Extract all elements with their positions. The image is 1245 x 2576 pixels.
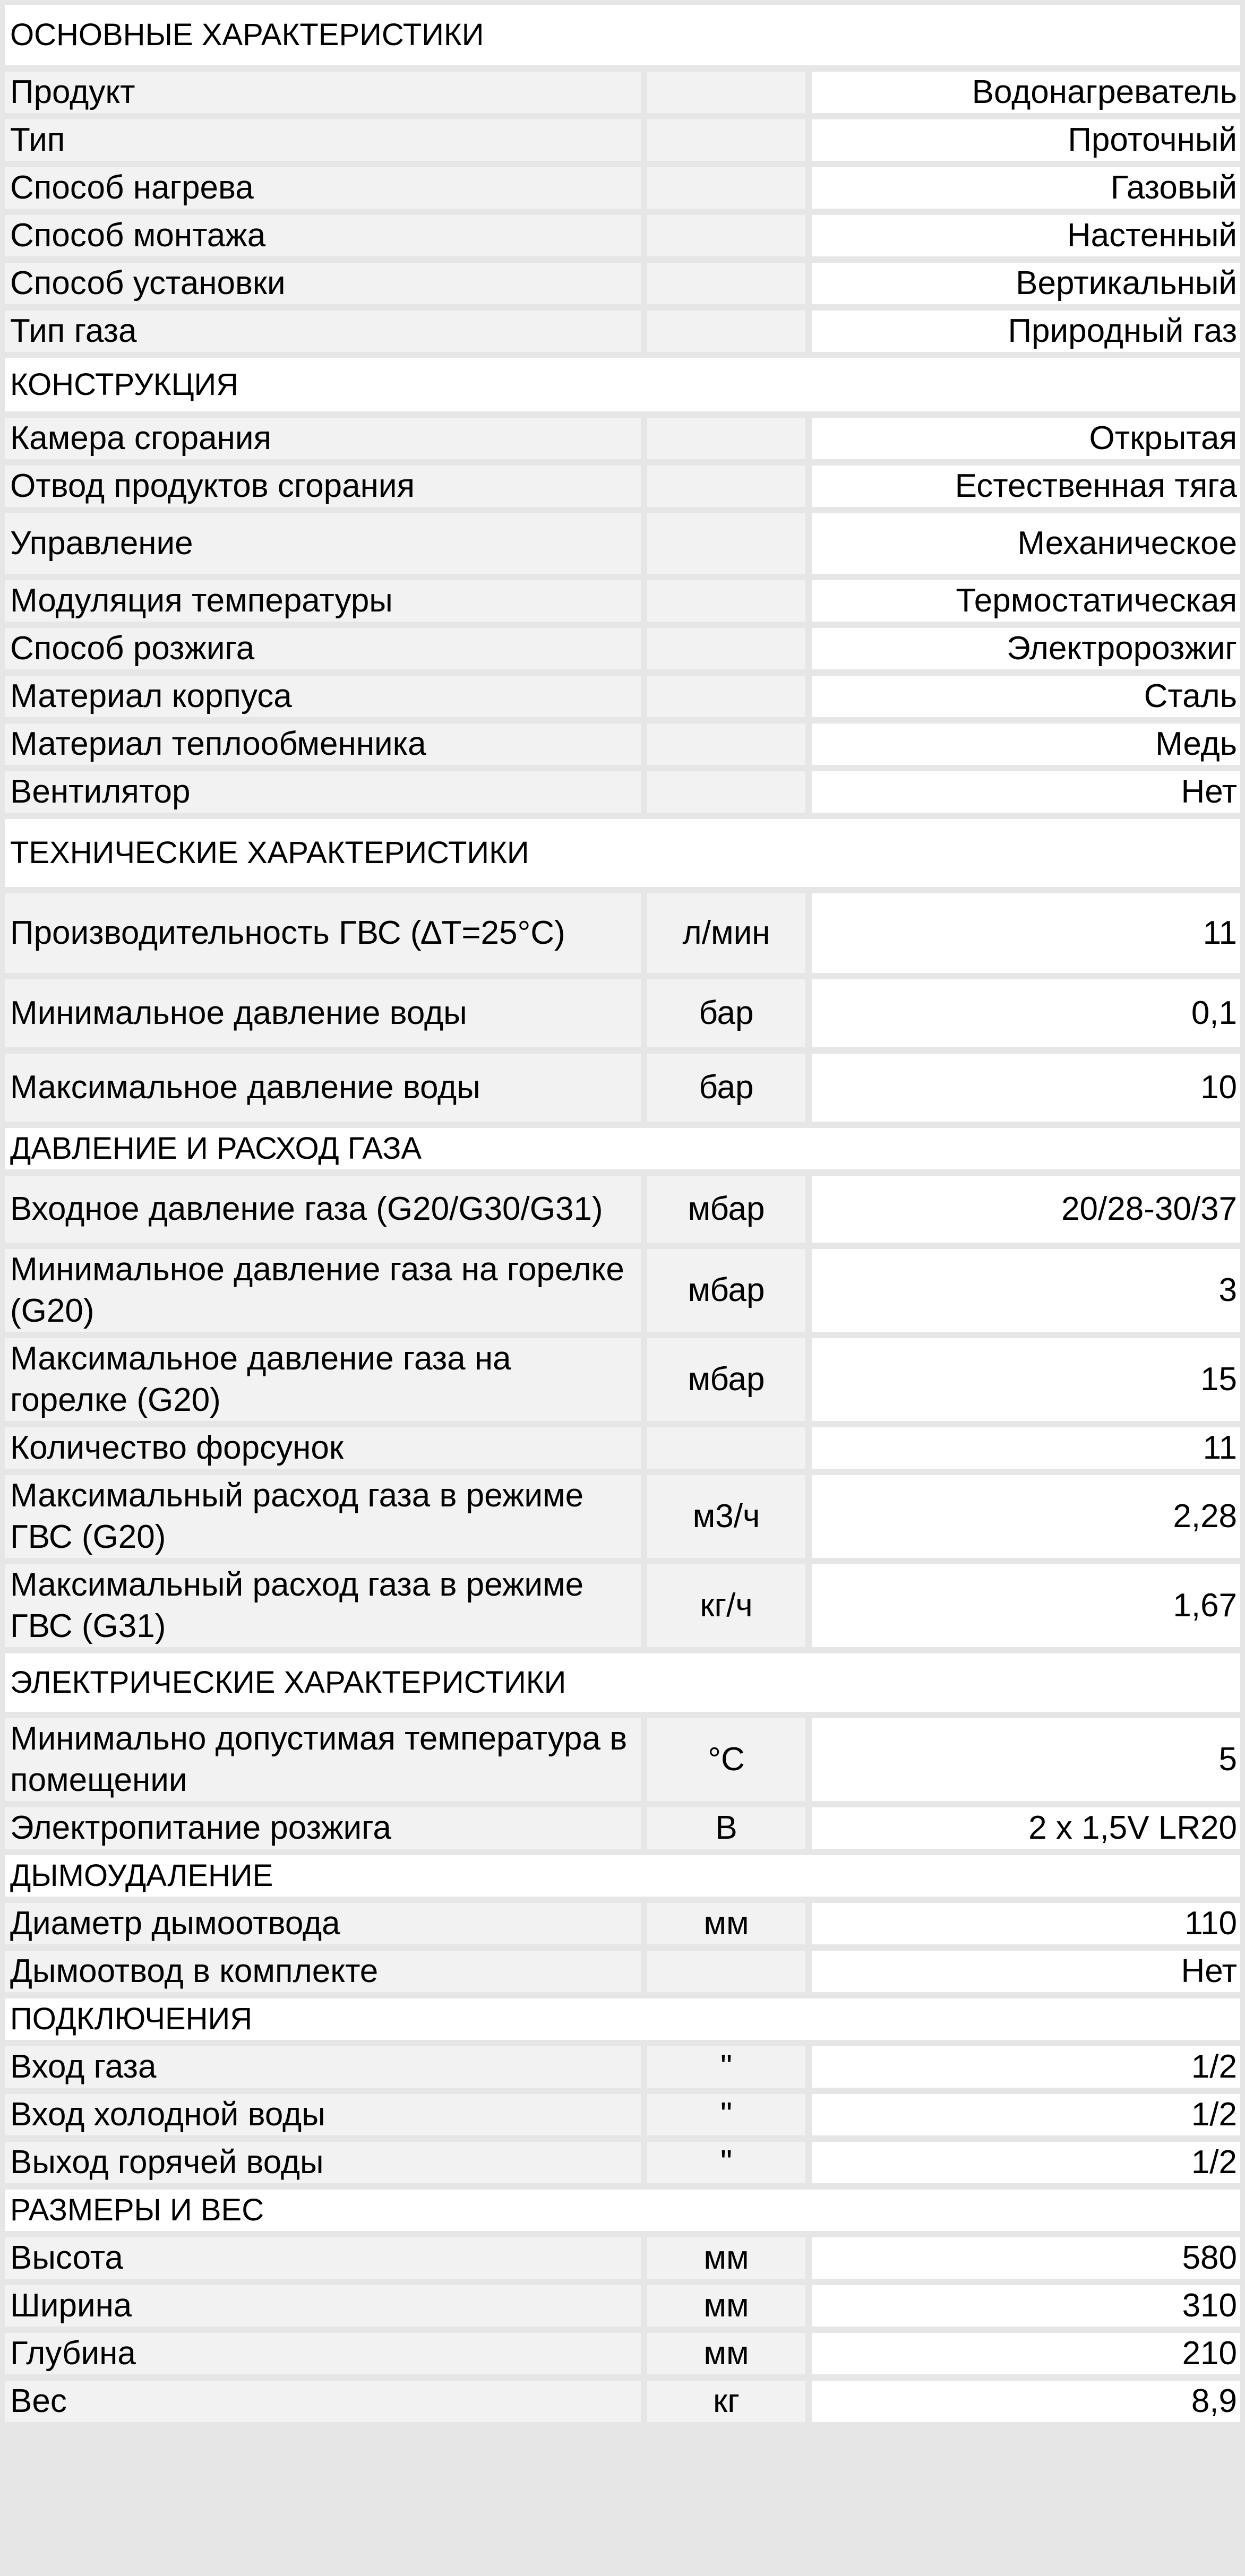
spec-row [5, 1807, 1240, 1855]
spec-row [5, 263, 1240, 311]
spec-row [5, 1903, 1240, 1951]
spec-name-cell: Выход горячей воды [5, 2142, 647, 2190]
spec-value-cell: Медь [812, 723, 1240, 771]
section-header [5, 1998, 1240, 2046]
spec-value-cell: 0,1 [812, 979, 1240, 1054]
spec-row [5, 2094, 1240, 2142]
spec-row [5, 215, 1240, 263]
spec-row [5, 1718, 1240, 1807]
section-title: КОНСТРУКЦИЯ [5, 358, 1240, 418]
spec-unit-cell: °C [647, 1718, 812, 1807]
spec-name-cell: Максимальное давление газа на горелке (G20) [5, 1338, 647, 1427]
spec-unit-cell: " [647, 2142, 812, 2190]
spec-name-cell: Тип [5, 119, 647, 167]
spec-unit-cell [647, 513, 812, 580]
spec-unit-cell: мбар [647, 1338, 812, 1427]
spec-name-cell: Количество форсунок [5, 1427, 647, 1475]
spec-value-cell: 2 x 1,5V LR20 [812, 1807, 1240, 1855]
spec-value-cell: 1/2 [812, 2142, 1240, 2190]
section-title: РАЗМЕРЫ И ВЕС [5, 2190, 1240, 2237]
spec-name-cell: Модуляция температуры [5, 580, 647, 628]
spec-name-cell: Управление [5, 513, 647, 580]
spec-value-cell: 210 [812, 2333, 1240, 2381]
spec-name-cell: Материал теплообменника [5, 723, 647, 771]
spec-row [5, 167, 1240, 215]
spec-row [5, 466, 1240, 513]
spec-unit-cell [647, 628, 812, 676]
spec-row [5, 1475, 1240, 1564]
spec-name-cell: Максимальный расход газа в режиме ГВС (G20) [5, 1475, 647, 1564]
section-header [5, 2190, 1240, 2237]
section-title: ПОДКЛЮЧЕНИЯ [5, 1998, 1240, 2046]
spec-unit-cell [647, 418, 812, 466]
spec-row [5, 1249, 1240, 1338]
spec-row [5, 676, 1240, 723]
spec-name-cell: Глубина [5, 2333, 647, 2381]
section-header [5, 819, 1240, 893]
spec-unit-cell [647, 215, 812, 263]
spec-row [5, 580, 1240, 628]
spec-value-cell: Механическое [812, 513, 1240, 580]
spec-name-cell: Вход холодной воды [5, 2094, 647, 2142]
spec-value-cell: Природный газ [812, 311, 1240, 358]
spec-name-cell: Способ установки [5, 263, 647, 311]
section-header [5, 1653, 1240, 1718]
spec-unit-cell: мбар [647, 1176, 812, 1249]
section-header [5, 1128, 1240, 1176]
spec-unit-cell [647, 771, 812, 819]
spec-unit-cell: бар [647, 979, 812, 1054]
spec-row [5, 771, 1240, 819]
spec-value-cell: Нет [812, 1951, 1240, 1998]
spec-value-cell: 10 [812, 1054, 1240, 1128]
spec-row [5, 1176, 1240, 1249]
spec-unit-cell [647, 167, 812, 215]
spec-value-cell: 580 [812, 2237, 1240, 2285]
spec-name-cell: Материал корпуса [5, 676, 647, 723]
spec-unit-cell: мм [647, 2237, 812, 2285]
spec-unit-cell: мбар [647, 1249, 812, 1338]
spec-name-cell: Вентилятор [5, 771, 647, 819]
spec-name-cell: Вход газа [5, 2046, 647, 2094]
spec-row [5, 628, 1240, 676]
spec-unit-cell [647, 1427, 812, 1475]
spec-value-cell: Открытая [812, 418, 1240, 466]
spec-name-cell: Входное давление газа (G20/G30/G31) [5, 1176, 647, 1249]
section-title: ЭЛЕКТРИЧЕСКИЕ ХАРАКТЕРИСТИКИ [5, 1653, 1240, 1718]
spec-unit-cell: мм [647, 2285, 812, 2333]
spec-name-cell: Дымоотвод в комплекте [5, 1951, 647, 1998]
spec-table-body [5, 5, 1240, 2428]
spec-row [5, 979, 1240, 1054]
spec-value-cell: 310 [812, 2285, 1240, 2333]
spec-unit-cell [647, 580, 812, 628]
section-title: ДЫМОУДАЛЕНИЕ [5, 1855, 1240, 1903]
spec-value-cell: Сталь [812, 676, 1240, 723]
spec-name-cell: Диаметр дымоотвода [5, 1903, 647, 1951]
spec-name-cell: Максимальный расход газа в режиме ГВС (G31) [5, 1564, 647, 1653]
spec-value-cell: 1,67 [812, 1564, 1240, 1653]
spec-unit-cell: мм [647, 2333, 812, 2381]
spec-unit-cell: В [647, 1807, 812, 1855]
section-header [5, 5, 1240, 72]
spec-value-cell: Проточный [812, 119, 1240, 167]
spec-value-cell: 8,9 [812, 2381, 1240, 2428]
spec-name-cell: Отвод продуктов сгорания [5, 466, 647, 513]
spec-name-cell: Продукт [5, 72, 647, 119]
spec-unit-cell [647, 119, 812, 167]
spec-unit-cell: кг/ч [647, 1564, 812, 1653]
spec-unit-cell: мм [647, 1903, 812, 1951]
spec-value-cell: 20/28-30/37 [812, 1176, 1240, 1249]
spec-value-cell: 11 [812, 893, 1240, 979]
spec-name-cell: Минимально допустимая температура в помещении [5, 1718, 647, 1807]
spec-row [5, 723, 1240, 771]
spec-name-cell: Способ нагрева [5, 167, 647, 215]
spec-value-cell: 2,28 [812, 1475, 1240, 1564]
spec-unit-cell: " [647, 2094, 812, 2142]
spec-row [5, 513, 1240, 580]
spec-unit-cell [647, 676, 812, 723]
spec-value-cell: Термостатическая [812, 580, 1240, 628]
spec-name-cell: Вес [5, 2381, 647, 2428]
spec-unit-cell: кг [647, 2381, 812, 2428]
spec-row [5, 2046, 1240, 2094]
spec-row [5, 2381, 1240, 2428]
spec-value-cell: Нет [812, 771, 1240, 819]
spec-unit-cell [647, 311, 812, 358]
spec-name-cell: Ширина [5, 2285, 647, 2333]
spec-row [5, 72, 1240, 119]
spec-value-cell: 1/2 [812, 2046, 1240, 2094]
section-header [5, 358, 1240, 418]
section-title: ОСНОВНЫЕ ХАРАКТЕРИСТИКИ [5, 5, 1240, 72]
section-title: ТЕХНИЧЕСКИЕ ХАРАКТЕРИСТИКИ [5, 819, 1240, 893]
spec-value-cell: 5 [812, 1718, 1240, 1807]
spec-name-cell: Минимальное давление воды [5, 979, 647, 1054]
spec-unit-cell: л/мин [647, 893, 812, 979]
spec-row [5, 2237, 1240, 2285]
section-header [5, 1855, 1240, 1903]
spec-row [5, 2285, 1240, 2333]
spec-unit-cell [647, 72, 812, 119]
spec-value-cell: Естественная тяга [812, 466, 1240, 513]
spec-row [5, 1951, 1240, 1998]
spec-name-cell: Тип газа [5, 311, 647, 358]
spec-value-cell: 1/2 [812, 2094, 1240, 2142]
spec-value-cell: 110 [812, 1903, 1240, 1951]
spec-row [5, 311, 1240, 358]
spec-unit-cell [647, 1951, 812, 1998]
spec-name-cell: Способ розжига [5, 628, 647, 676]
spec-value-cell: 3 [812, 1249, 1240, 1338]
spec-unit-cell: бар [647, 1054, 812, 1128]
spec-unit-cell: м3/ч [647, 1475, 812, 1564]
spec-value-cell: 15 [812, 1338, 1240, 1427]
spec-row [5, 893, 1240, 979]
spec-name-cell: Производительность ГВС (∆T=25°C) [5, 893, 647, 979]
spec-row [5, 1564, 1240, 1653]
spec-name-cell: Электропитание розжига [5, 1807, 647, 1855]
spec-name-cell: Минимальное давление газа на горелке (G20) [5, 1249, 647, 1338]
spec-unit-cell: " [647, 2046, 812, 2094]
spec-row [5, 1427, 1240, 1475]
spec-value-cell: Настенный [812, 215, 1240, 263]
spec-row [5, 1054, 1240, 1128]
spec-name-cell: Высота [5, 2237, 647, 2285]
spec-row [5, 2142, 1240, 2190]
spec-unit-cell [647, 466, 812, 513]
spec-row [5, 418, 1240, 466]
spec-value-cell: Электророзжиг [812, 628, 1240, 676]
spec-unit-cell [647, 263, 812, 311]
section-title: ДАВЛЕНИЕ И РАСХОД ГАЗА [5, 1128, 1240, 1176]
spec-value-cell: Водонагреватель [812, 72, 1240, 119]
spec-table [5, 5, 1240, 2428]
spec-value-cell: 11 [812, 1427, 1240, 1475]
spec-row [5, 2333, 1240, 2381]
spec-row [5, 119, 1240, 167]
spec-value-cell: Вертикальный [812, 263, 1240, 311]
spec-value-cell: Газовый [812, 167, 1240, 215]
spec-row [5, 1338, 1240, 1427]
spec-name-cell: Камера сгорания [5, 418, 647, 466]
spec-name-cell: Максимальное давление воды [5, 1054, 647, 1128]
spec-unit-cell [647, 723, 812, 771]
spec-name-cell: Способ монтажа [5, 215, 647, 263]
